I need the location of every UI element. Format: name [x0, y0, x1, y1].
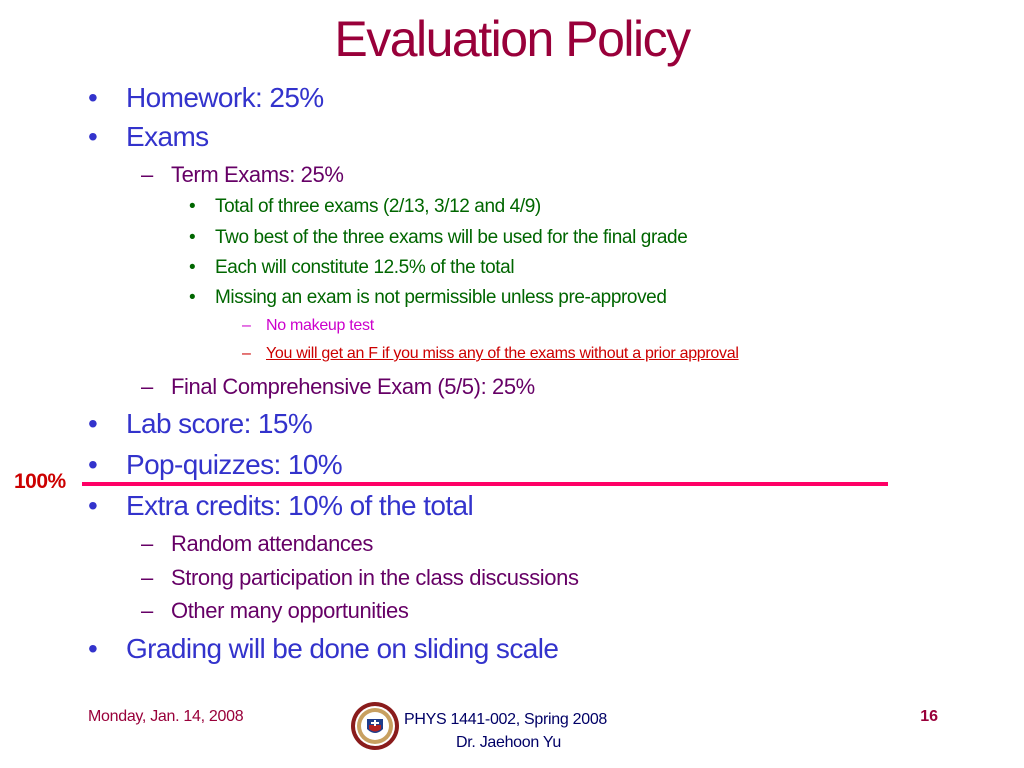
footer-course-info [404, 708, 634, 754]
detail-text: Each will constitute 12.5% of the total [215, 257, 515, 278]
detail-text: Missing an exam is not permissible unless pre-approved [215, 287, 667, 308]
bullet-marker: • [88, 121, 98, 152]
sub-bullet-text: Strong participation in the class discussions [171, 565, 579, 590]
note-text: No makeup test [266, 317, 374, 334]
sub-bullet-other-opportunities [141, 598, 409, 624]
dash-marker: – [141, 598, 153, 623]
bullet-text: Exams [126, 121, 209, 152]
bullet-extra-credits [88, 490, 474, 522]
dash-marker: – [242, 317, 251, 334]
slide-title: Evaluation Policy [334, 11, 690, 67]
dash-marker: – [141, 565, 153, 590]
sub-bullet-text: Other many opportunities [171, 598, 409, 623]
dash-marker: – [141, 162, 153, 187]
dash-marker: – [242, 345, 251, 362]
sub-bullet-participation [141, 565, 579, 591]
bullet-homework [88, 82, 324, 114]
bullet-marker: • [189, 287, 196, 308]
bullet-text: Pop-quizzes: 10% [126, 449, 343, 480]
dash-marker: – [141, 531, 153, 556]
note-f-warning [242, 345, 739, 363]
page-number: 16 [920, 708, 938, 725]
bullet-marker: • [88, 408, 98, 439]
bullet-marker: • [189, 257, 196, 278]
bullet-marker: • [88, 82, 98, 113]
bullet-sliding-scale [88, 633, 559, 665]
sub-bullet-random-attendances [141, 531, 373, 557]
note-no-makeup [242, 317, 374, 335]
bullet-pop-quizzes [88, 449, 343, 481]
total-divider-line [82, 482, 888, 486]
detail-bullet-missing-exam [189, 287, 667, 309]
bullet-text: Homework: 25% [126, 82, 324, 113]
bullet-lab-score [88, 408, 313, 440]
warning-text: You will get an F if you miss any of the exams without a prior approval [266, 345, 739, 362]
total-percent-label: 100% [14, 470, 66, 493]
sub-bullet-term-exams [141, 162, 344, 188]
dash-marker: – [141, 374, 153, 399]
bullet-marker: • [189, 227, 196, 248]
bullet-marker: • [88, 633, 98, 664]
footer-date: Monday, Jan. 14, 2008 [88, 708, 244, 725]
sub-bullet-text: Random attendances [171, 531, 373, 556]
detail-bullet-three-exams [189, 196, 541, 218]
bullet-exams [88, 121, 209, 153]
detail-text: Total of three exams (2/13, 3/12 and 4/9) [215, 196, 541, 217]
sub-bullet-text: Final Comprehensive Exam (5/5): 25% [171, 374, 535, 399]
sub-bullet-final-exam [141, 374, 535, 400]
bullet-marker: • [189, 196, 196, 217]
bullet-marker: • [88, 490, 98, 521]
bullet-text: Extra credits: 10% of the total [126, 490, 474, 521]
bullet-text: Lab score: 15% [126, 408, 313, 439]
instructor-name: Dr. Jaehoon Yu [456, 734, 561, 751]
bullet-marker: • [88, 449, 98, 480]
detail-text: Two best of the three exams will be used for the final grade [215, 227, 688, 248]
detail-bullet-each-constitute [189, 257, 515, 279]
university-seal-icon [350, 701, 400, 751]
detail-bullet-two-best [189, 227, 688, 249]
course-name: PHYS 1441-002, Spring 2008 [404, 711, 608, 728]
bullet-text: Grading will be done on sliding scale [126, 633, 559, 664]
sub-bullet-text: Term Exams: 25% [171, 162, 344, 187]
